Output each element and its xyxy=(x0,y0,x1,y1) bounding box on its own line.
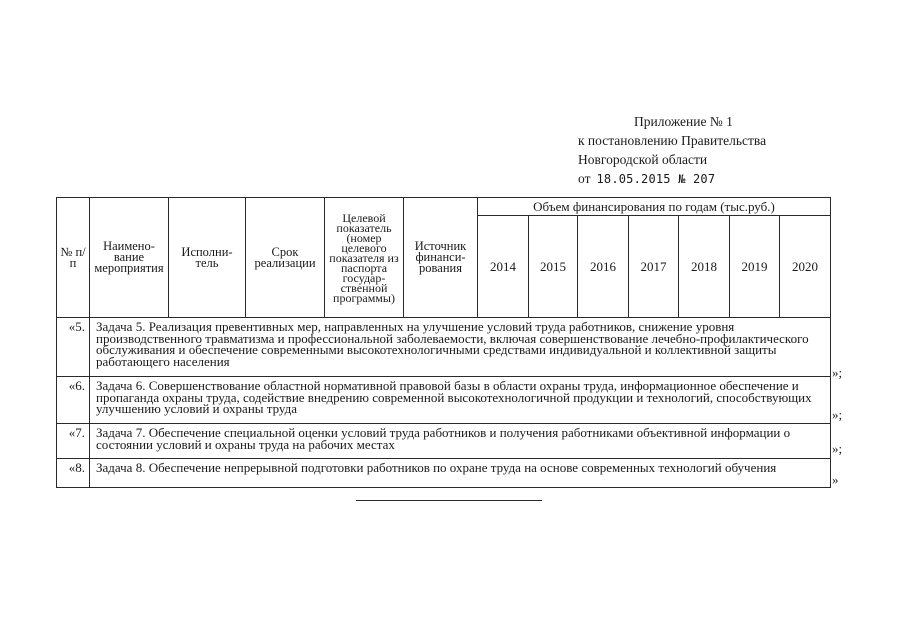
year-header: 2019 xyxy=(730,216,780,318)
appendix-title: Приложение № 1 xyxy=(634,114,733,129)
col-source-header: Источник финанси-рования xyxy=(404,198,478,318)
task-text: Задача 8. Обеспечение непрерывной подготовки работников по охране труда на основе современных технологий обучения xyxy=(90,459,831,488)
col-num-header: № п/п xyxy=(57,198,90,318)
appendix-line-1: к постановлению Правительства xyxy=(578,133,767,148)
appendix-date xyxy=(578,169,766,189)
task-number: «7. xyxy=(57,424,90,459)
col-executor-header: Исполни-тель xyxy=(169,198,246,318)
year-header: 2014 xyxy=(478,216,529,318)
row-closing-quote: »; xyxy=(832,365,843,380)
task-text: Задача 5. Реализация превентивных мер, направленных на улучшение условий труда работников, снижение уровня производственного травматизма и профессиональной заболеваемости, включая совершенствование лечебно-профилактического обслуживания и обеспечение современными высокотехнологичными средствами индивидуальной и коллективной защиты работающего населения xyxy=(90,318,831,377)
appendix-header xyxy=(578,112,766,189)
col-volume-header: Объем финансирования по годам (тыс.руб.) xyxy=(478,198,831,216)
date-stamp: 18.05.2015 № 207 xyxy=(596,172,716,186)
funding-table xyxy=(56,197,831,488)
appendix-line-2: Новгородской области xyxy=(578,152,708,167)
year-header: 2015 xyxy=(529,216,578,318)
col-indicator-header: Целевой показатель (номер целевого показателя из паспорта государ-ственной программы) xyxy=(325,198,404,318)
task-number: «5. xyxy=(57,318,90,377)
task-number: «8. xyxy=(57,459,90,488)
col-period-header: Срок реализации xyxy=(246,198,325,318)
task-row xyxy=(57,318,831,377)
task-text: Задача 7. Обеспечение специальной оценки условий труда работников и получения работниками объективной информации о состоянии условий и охраны труда на рабочих местах xyxy=(90,424,831,459)
header-row xyxy=(57,198,831,216)
date-prefix: от xyxy=(578,171,591,186)
separator-line xyxy=(356,500,542,501)
task-row xyxy=(57,459,831,488)
row-closing-quote: »; xyxy=(832,407,843,422)
task-row xyxy=(57,424,831,459)
task-row xyxy=(57,377,831,424)
task-text: Задача 6. Совершенствование областной нормативной правовой базы в области охраны труда, информационное обеспечение и пропаганда охраны труда, содействие внедрению современной высокотехнологичной продукции и технологий, способствующих улучшению условий и охраны труда xyxy=(90,377,831,424)
year-header: 2018 xyxy=(679,216,730,318)
year-header: 2017 xyxy=(629,216,679,318)
col-name-header: Наимено-вание мероприятия xyxy=(90,198,169,318)
year-header: 2020 xyxy=(780,216,831,318)
task-number: «6. xyxy=(57,377,90,424)
row-closing-quote: » xyxy=(832,472,839,487)
year-header: 2016 xyxy=(578,216,629,318)
row-closing-quote: »; xyxy=(832,441,843,456)
